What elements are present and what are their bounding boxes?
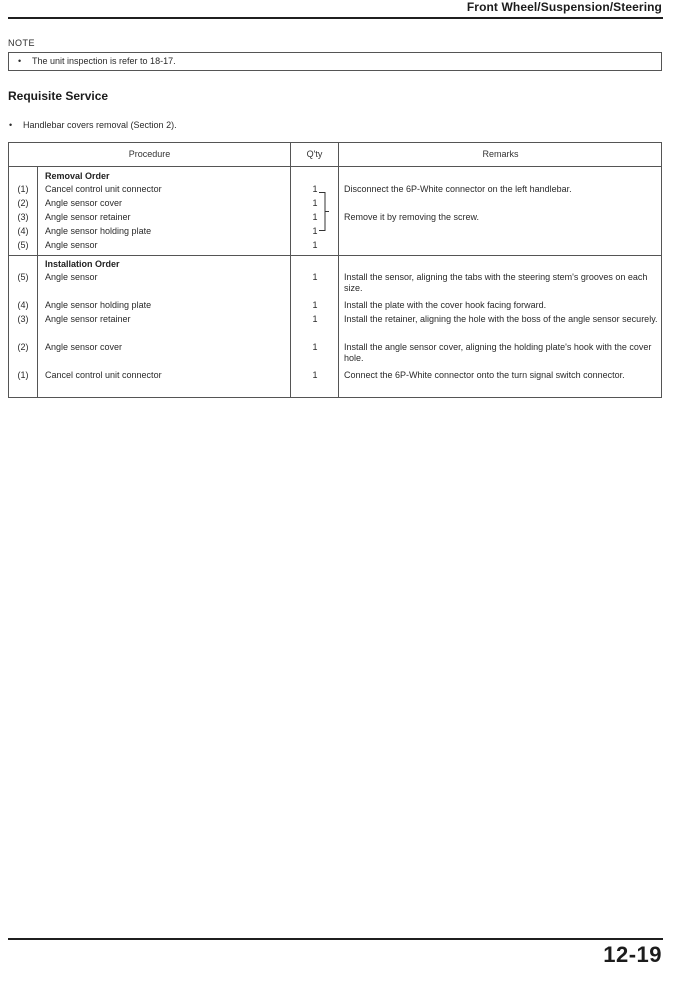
column-divider xyxy=(338,143,339,397)
remarks-header: Remarks xyxy=(482,149,519,159)
removal-row-qty: 1 xyxy=(312,226,318,236)
installation-row-remark: Install the plate with the cover hook facing forward. xyxy=(344,300,547,310)
note-label: NOTE xyxy=(8,38,36,48)
note-text: The unit inspection is refer to 18-17. xyxy=(32,56,176,66)
installation-row-number: (4) xyxy=(17,300,29,310)
installation-row-name: Angle sensor retainer xyxy=(45,314,131,324)
removal-row-name: Angle sensor retainer xyxy=(45,212,131,222)
requisite-bullet: • xyxy=(9,120,13,130)
installation-row-remark: Install the angle sensor cover, aligning the holding plate's hook with the cover hole. xyxy=(344,342,652,363)
installation-row-name: Cancel control unit connector xyxy=(45,370,162,380)
removal-row-name: Angle sensor xyxy=(45,240,98,250)
installation-order-title: Installation Order xyxy=(45,259,120,269)
procedure-header: Procedure xyxy=(128,149,171,159)
note-box xyxy=(8,52,662,71)
removal-row-qty: 1 xyxy=(312,198,318,208)
removal-row-qty: 1 xyxy=(312,184,318,194)
installation-row-remark: Install the sensor, aligning the tabs with the steering stem's grooves on each size. xyxy=(344,272,648,293)
page-number: 12-19 xyxy=(603,942,662,967)
column-divider xyxy=(37,166,38,397)
removal-row-name: Angle sensor holding plate xyxy=(45,226,152,236)
column-divider xyxy=(290,143,291,397)
installation-row-number: (1) xyxy=(17,370,29,380)
header-divider xyxy=(9,166,661,167)
installation-row-qty: 1 xyxy=(312,300,318,310)
requisite-item-text: Handlebar covers removal (Section 2). xyxy=(23,120,177,130)
removal-row-number: (5) xyxy=(17,240,29,250)
installation-row-remark: Connect the 6P-White connector onto the turn signal switch connector. xyxy=(344,370,625,380)
page-header-title: Front Wheel/Suspension/Steering xyxy=(466,0,662,14)
removal-row-number: (4) xyxy=(17,226,29,236)
requisite-service-item xyxy=(9,120,177,130)
installation-row-name: Angle sensor holding plate xyxy=(45,300,152,310)
removal-order-title: Removal Order xyxy=(45,171,110,181)
removal-row-qty: 1 xyxy=(312,240,318,250)
removal-row-name: Angle sensor cover xyxy=(45,198,123,208)
procedure-table xyxy=(8,142,662,398)
removal-row-number: (2) xyxy=(17,198,29,208)
installation-row-number: (3) xyxy=(17,314,29,324)
installation-row-number: (5) xyxy=(17,272,29,282)
section-divider xyxy=(9,255,661,256)
installation-row-qty: 1 xyxy=(312,272,318,282)
footer-rule xyxy=(8,938,663,940)
installation-row-name: Angle sensor xyxy=(45,272,98,282)
requisite-service-title: Requisite Service xyxy=(8,89,109,103)
removal-row-remark: Disconnect the 6P-White connector on the left handlebar. xyxy=(344,184,572,194)
removal-row-name: Cancel control unit connector xyxy=(45,184,162,194)
removal-row-number: (1) xyxy=(17,184,29,194)
qty-header: Q'ty xyxy=(306,149,323,159)
installation-row-qty: 1 xyxy=(312,370,318,380)
installation-row-number: (2) xyxy=(17,342,29,352)
installation-row-name: Angle sensor cover xyxy=(45,342,123,352)
removal-row-remark: Remove it by removing the screw. xyxy=(344,212,480,222)
installation-row-remark: Install the retainer, aligning the hole with the boss of the angle sensor securely. xyxy=(344,314,658,324)
removal-row-number: (3) xyxy=(17,212,29,222)
header-rule xyxy=(8,17,663,19)
note-bullet: • xyxy=(18,56,22,66)
bracket-icon xyxy=(319,192,329,231)
installation-row-qty: 1 xyxy=(312,342,318,352)
removal-row-qty: 1 xyxy=(312,212,318,222)
installation-row-qty: 1 xyxy=(312,314,318,324)
